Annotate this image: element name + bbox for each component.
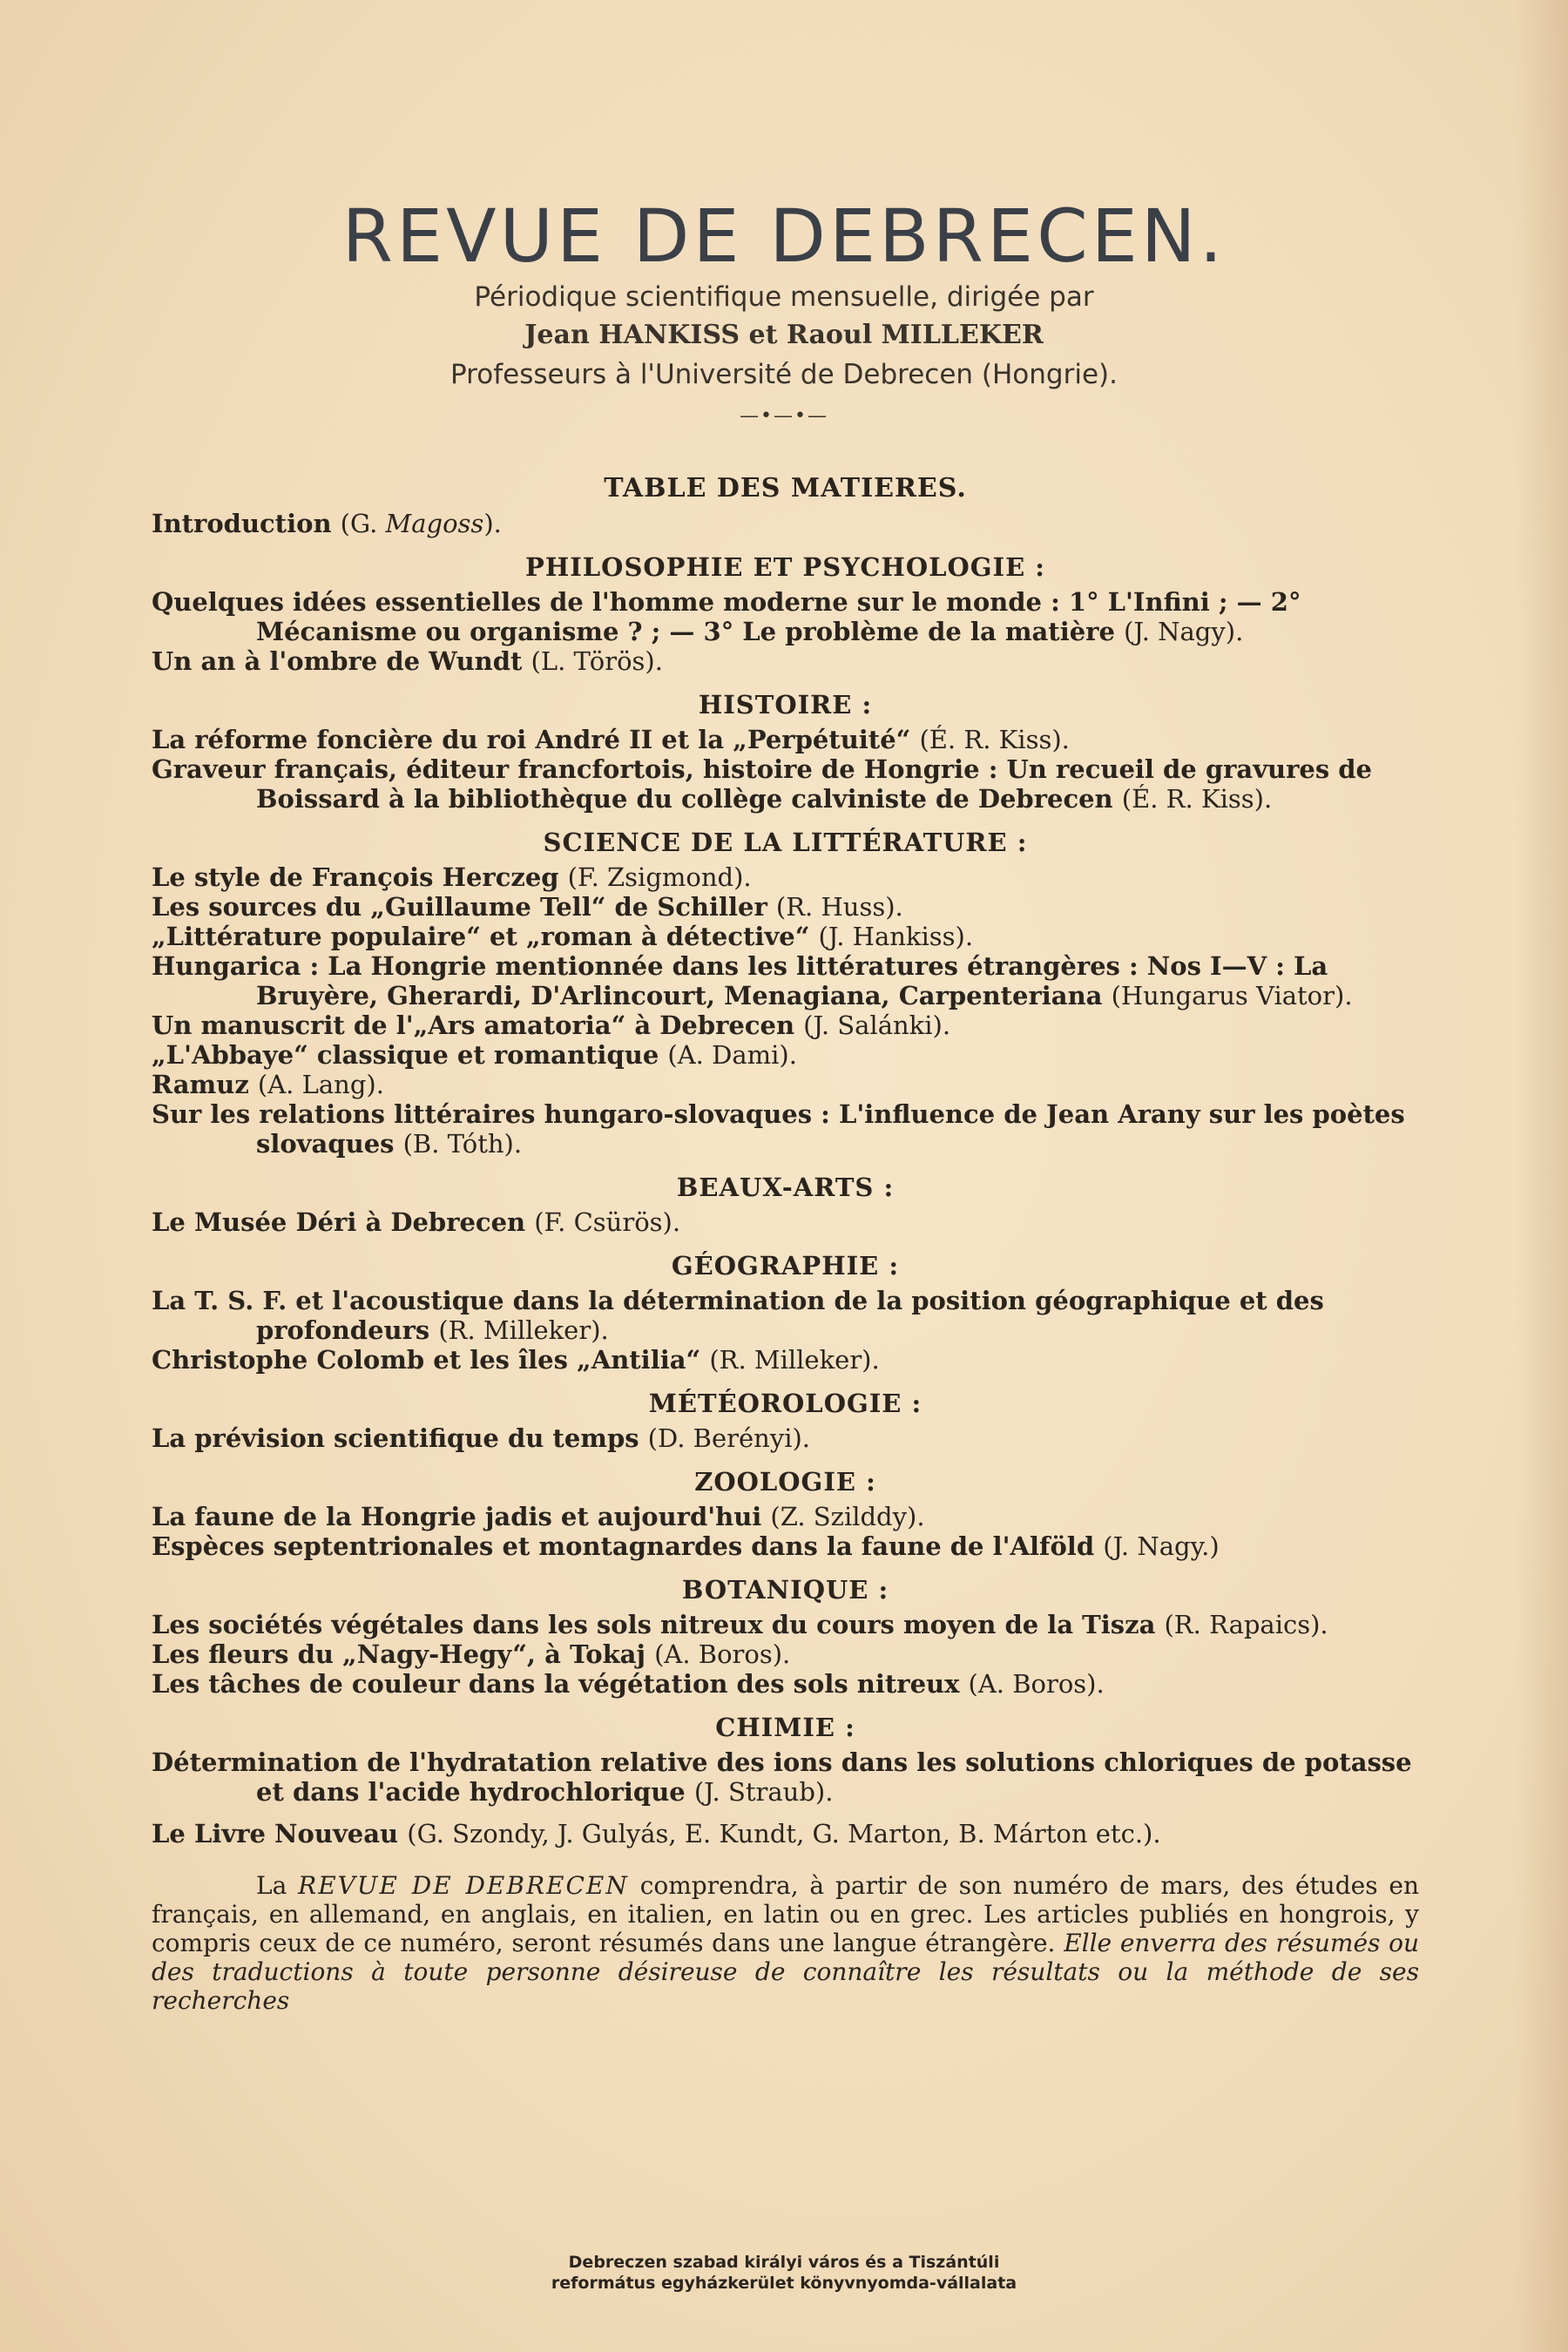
entry-author: (A. Dami). [667,1040,797,1070]
toc-entry [152,646,1419,676]
entry-title: „Littérature populaire“ et „roman à détective“ [152,922,810,951]
toc-entry [152,1345,1419,1375]
entry-title: Ramuz [152,1070,249,1099]
section-title: MÉTÉOROLOGIE : [648,1389,923,1418]
toc-entry [152,725,1419,754]
toc-section [152,1575,1419,1699]
section-title: HISTOIRE : [698,690,873,720]
entry-author: (D. Berényi). [647,1423,811,1453]
entry-title: Un an à l'ombre de Wundt [152,646,523,676]
entry-title: Détermination de l'hydratation relative des ions dans les solutions chloriques de potasse et dans l'acide hydrochlorique [152,1747,1412,1807]
entry-title: Les sociétés végétales dans les sols nitreux du cours moyen de la Tisza [152,1610,1156,1639]
entry-title: La T. S. F. et l'acoustique dans la détermination de la position géographique et des profondeurs [152,1286,1324,1345]
entry-title: Hungarica : La Hongrie mentionnée dans les littératures étrangères : Nos I—V : La Bruyère, Gherardi, D'Arlincourt, Menagiana, Carpenteriana [152,951,1328,1010]
toc-entry-introduction: Introduction (G. Magoss). [152,509,502,538]
toc-entry-livre-nouveau: Le Livre Nouveau (G. Szondy, J. Gulyás, E. Kundt, G. Marton, B. Márton etc.). [152,1819,1161,1848]
entry-author: (R. Milleker). [709,1345,880,1375]
journal-title: REVUE DE DEBRECEN. [341,193,1227,279]
entry-author: (A. Boros). [654,1639,791,1669]
journal-directors: Jean HANKISS et Raoul MILLEKER [524,320,1044,350]
entry-title: Quelques idées essentielles de l'homme moderne sur le monde : 1° L'Infini ; — 2° Mécanisme ou organisme ? ; — 3° Le problème de la matière [152,587,1301,646]
entry-title: Sur les relations littéraires hungaro-slovaques : L'influence de Jean Arany sur les poètes slovaques [152,1099,1405,1159]
entry-author: (Hungarus Viator). [1111,981,1353,1010]
entry-title: Le Musée Déri à Debrecen [152,1207,526,1237]
entry-author: (A. Boros). [968,1669,1105,1699]
toc-entry [152,1423,1419,1453]
toc-entry [152,1099,1419,1159]
entry-author: (J. Salánki). [803,1010,951,1040]
entry-author: (L. Törös). [531,646,663,676]
toc-heading: TABLE DES MATIERES. [604,473,967,504]
toc-sections [152,552,1419,1807]
toc-section [152,1251,1419,1375]
toc-section [152,1713,1419,1807]
ornament-divider: —•—•— [740,405,828,427]
entry-author: (R. Milleker). [438,1315,609,1345]
entry-title: Graveur français, éditeur francfortois, histoire de Hongrie : Un recueil de gravures de Boissard à la bibliothèque du collège calviniste de Debrecen [152,754,1373,814]
toc-entry [152,1610,1419,1639]
entry-author: (F. Csürös). [534,1207,681,1237]
toc-entry [152,1639,1419,1669]
notice-paragraph: La REVUE DE DEBRECEN comprendra, à partir de son numéro de mars, des études en français, en allemand, en anglais, en italien, en latin ou en grec. Les articles publiés en hongrois, y compris ceux de ce numéro, seront résumés dans une langue étrangère. Elle enverra des résumés ou des traductions à toute personne désireuse de connaître les résultats ou la méthode de ses recherches [152,1871,1420,2015]
toc-entry [152,1010,1419,1040]
entry-title: Espèces septentrionales et montagnardes dans la faune de l'Alföld [152,1531,1095,1561]
toc-entry [152,1747,1419,1807]
toc-entry [152,754,1419,814]
toc-entry [152,951,1419,1010]
section-title: BEAUX-ARTS : [676,1173,895,1202]
toc-section [152,690,1419,814]
entry-title: Les fleurs du „Nagy-Hegy“, à Tokaj [152,1639,645,1669]
entry-author: (J. Straub). [693,1777,834,1807]
entry-author: (B. Tóth). [402,1129,523,1159]
toc-entry [152,1207,1419,1237]
toc-section [152,1467,1419,1561]
entry-title: La faune de la Hongrie jadis et aujourd'hui [152,1502,762,1531]
entry-title: Les tâches de couleur dans la végétation des sols nitreux [152,1669,960,1699]
toc-entry [152,1070,1419,1099]
toc-entry [152,1286,1419,1345]
toc-entry [152,922,1419,951]
entry-author: (J. Nagy.) [1103,1531,1220,1561]
toc-entry [152,1040,1419,1070]
entry-author: (R. Rapaics). [1164,1610,1328,1639]
entry-author: (A. Lang). [257,1070,384,1099]
toc-entry [152,862,1419,892]
section-title: SCIENCE DE LA LITTÉRATURE : [543,828,1028,857]
toc-section [152,1389,1419,1453]
entry-title: La prévision scientifique du temps [152,1423,639,1453]
toc-section [152,1173,1419,1237]
entry-title: Un manuscrit de l'„Ars amatoria“ à Debrecen [152,1010,795,1040]
entry-author: (J. Nagy). [1124,617,1244,646]
section-title: PHILOSOPHIE ET PSYCHOLOGIE : [525,552,1045,582]
entry-author: (É. R. Kiss). [919,725,1070,754]
section-title: ZOOLOGIE : [694,1467,876,1497]
toc-entry [152,1669,1419,1699]
entry-title: La réforme foncière du roi André II et la „Perpétuité“ [152,725,911,754]
toc-section [152,828,1419,1159]
toc-entry [152,892,1419,922]
entry-title: Christophe Colomb et les îles „Antilia“ [152,1345,701,1375]
toc-section [152,552,1419,676]
entry-author: (J. Hankiss). [818,922,974,951]
section-title: CHIMIE : [715,1713,855,1742]
paper-edge-shadow [1516,0,1568,2352]
toc-entry [152,587,1419,646]
journal-affiliation: Professeurs à l'Université de Debrecen (Hongrie). [450,359,1118,390]
table-of-contents [152,463,1419,2039]
printer-imprint: Debreczen szabad királyi város és a Tiszántúli református egyházkerület könyvnyomda-vállalata [551,2253,1017,2293]
section-title: BOTANIQUE : [681,1575,889,1605]
entry-author: (Z. Szilddy). [770,1502,925,1531]
entry-title: Le style de François Herczeg [152,862,559,892]
journal-subtitle: Périodique scientifique mensuelle, dirigée par [474,281,1094,313]
toc-entry [152,1502,1419,1531]
section-title: GÉOGRAPHIE : [671,1251,900,1281]
entry-title: „L'Abbaye“ classique et romantique [152,1040,659,1070]
entry-author: (É. R. Kiss). [1121,784,1273,814]
entry-author: (F. Zsigmond). [567,862,752,892]
entry-title: Les sources du „Guillaume Tell“ de Schiller [152,892,767,922]
entry-author: (R. Huss). [775,892,903,922]
toc-entry [152,1531,1419,1561]
